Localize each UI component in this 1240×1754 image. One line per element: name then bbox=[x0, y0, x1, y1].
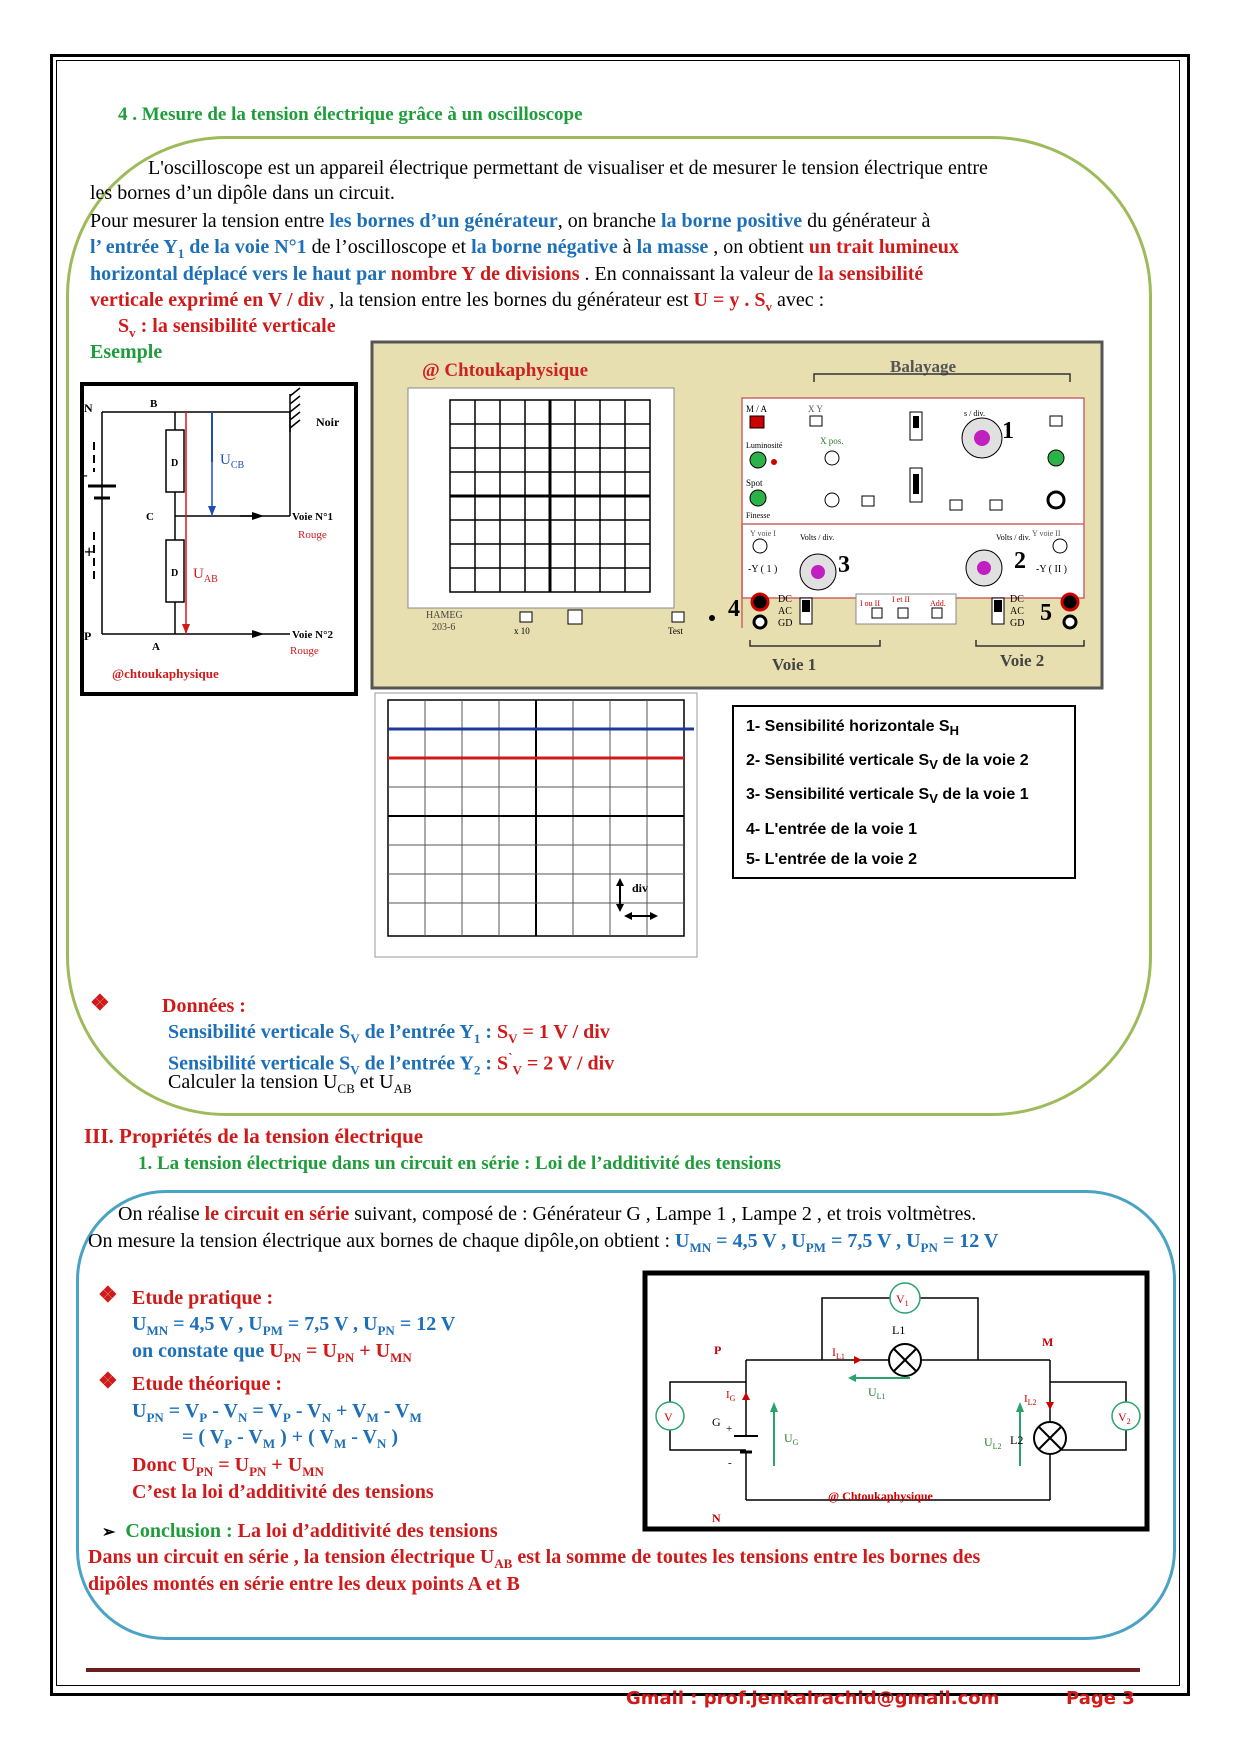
d1-label: D bbox=[171, 458, 179, 469]
v-label: V bbox=[664, 1410, 673, 1424]
osc-yvoie1: Y voie I bbox=[750, 529, 776, 538]
l2-label: L2 bbox=[1010, 1433, 1024, 1447]
footer-gmail: Gmail : prof.jenkalrachid@gmail.com bbox=[626, 1688, 1000, 1709]
noir-label: Noir bbox=[316, 415, 340, 429]
gen-plus: + bbox=[726, 1423, 733, 1435]
para-line-1: Pour mesurer la tension entre les bornes d’un générateur, on branche la borne positive du générateur à bbox=[90, 210, 931, 232]
donnees-line-3: Calculer la tension $U_{CB}$ et $U_{AB}$ bbox=[168, 1071, 412, 1096]
legend-item-2: 2- Sensibilité verticale $S_V$ de la voie 2 bbox=[746, 752, 1029, 773]
uab-label: $U_{AB}$ bbox=[193, 566, 218, 585]
g-label: G bbox=[712, 1415, 721, 1429]
node-n2: N bbox=[712, 1511, 721, 1525]
osc-spot: Spot bbox=[746, 478, 763, 488]
section4-heading: 4 . Mesure de la tension électrique grâce à un oscilloscope bbox=[118, 104, 583, 125]
section3-intro-2: On mesure la tension électrique aux bornes de chaque dipôle,on obtient : $U_{MN} = 4,5$ V , $U_{PM} = 7,5$ V , $U_{PN} = 12$ V bbox=[88, 1230, 999, 1255]
section3-intro-1: On réalise le circuit en série suivant, composé de : Générateur G , Lampe 1 , Lampe 2 , et trois voltmètres. bbox=[118, 1203, 977, 1225]
v2-label: $V_2$ bbox=[1118, 1410, 1131, 1426]
osc-num5: 5 bbox=[1040, 600, 1052, 626]
node-b: B bbox=[150, 398, 158, 410]
section3-heading: III. Propriétés de la tension électrique bbox=[84, 1124, 424, 1148]
legend-item-4: 4- L'entrée de la voie 1 bbox=[746, 820, 917, 838]
plus-sign: + bbox=[84, 542, 95, 562]
theorique-line-1: $U_{PN} = V_P - V_N = V_P - V_N + V_M - V_M$ bbox=[132, 1400, 422, 1425]
rouge1-label: Rouge bbox=[298, 529, 327, 541]
donnees-line-2: Sensibilité verticale $S_V$ de l’entrée $Y_2$ : $S^`_V = 2$ V / div bbox=[168, 1050, 615, 1078]
spot-knob bbox=[750, 490, 766, 506]
d2-label: D bbox=[171, 568, 179, 579]
osc-voltsdiv1: Volts / div. bbox=[800, 533, 835, 542]
ul2-label: $U_{L2}$ bbox=[984, 1435, 1002, 1451]
osc-ietii: I et II bbox=[892, 595, 910, 604]
node-n: N bbox=[84, 401, 93, 415]
il2-label: $I_{L2}$ bbox=[1024, 1393, 1037, 1407]
osc-num4: 4 bbox=[728, 596, 740, 622]
osc-yvoie2: Y voie II bbox=[1032, 529, 1061, 538]
osc-y2: -Y ( II ) bbox=[1036, 564, 1068, 575]
osc-test: Test bbox=[668, 626, 683, 636]
osc-iouii: I ou II bbox=[860, 599, 880, 608]
osc-num3: 3 bbox=[838, 552, 850, 578]
donnees-line-1: Sensibilité verticale $S_V$ de l’entrée $Y_1$ : $S_V = 1$ V / div bbox=[168, 1021, 610, 1046]
osc-brand: @ Chtoukaphysique bbox=[422, 360, 589, 381]
donc-line: Donc $U_{PN} = U_{PN} + U_{MN}$ bbox=[132, 1454, 324, 1479]
ul1-label: $U_{L1}$ bbox=[868, 1385, 886, 1401]
theorique-line-2: = ( $V_P - V_M$ ) + ( $V_M - V_N$ ) bbox=[182, 1426, 399, 1451]
node-p2: P bbox=[714, 1343, 722, 1357]
footer-rule bbox=[86, 1668, 1140, 1672]
pratique-title: Etude pratique : bbox=[132, 1287, 274, 1309]
circuit1-watermark: @chtoukaphysique bbox=[112, 666, 219, 681]
legend-item-3: 3- Sensibilité verticale $S_V$ de la voie 1 bbox=[746, 786, 1029, 807]
voie1-label: Voie N°1 bbox=[292, 511, 333, 523]
osc-ma: M / A bbox=[746, 404, 768, 414]
osc-gd1: GD bbox=[778, 618, 793, 629]
para-line-2: l’ entrée $Y_1$ de la voie N°1 de l’oscilloscope et la borne négative à la masse , on obtient un trait lumineux bbox=[90, 236, 959, 261]
node-c: C bbox=[146, 511, 154, 523]
luminosite-knob bbox=[750, 452, 766, 468]
final-line-1: Dans un circuit en série , la tension électrique $U_{AB}$ est la somme de toutes les tensions entre les bornes des bbox=[88, 1546, 981, 1571]
osc-screen-grid bbox=[450, 400, 650, 592]
oscilloscope-panel bbox=[370, 340, 1104, 692]
il1-label: $I_{L1}$ bbox=[832, 1345, 845, 1361]
theorique-title: Etude théorique : bbox=[132, 1373, 282, 1395]
osc-hameg: HAMEG bbox=[426, 610, 463, 621]
legend-item-1: 1- Sensibilité horizontale $S_H$ bbox=[746, 718, 959, 739]
para-line-4: verticale exprimé en V / div , la tension entre les bornes du générateur est U = y . $S_v$ avec : bbox=[90, 289, 825, 314]
osc-add: Add. bbox=[930, 599, 946, 608]
pratique-line-1: $U_{MN} = 4,5$ V , $U_{PM} = 7,5$ V , $U_{PN} = 12$ V bbox=[132, 1313, 456, 1338]
ug-label: $U_G$ bbox=[784, 1431, 799, 1447]
voltmeter-v1 bbox=[890, 1283, 920, 1313]
osc-balayage: Balayage bbox=[890, 357, 957, 376]
section3-subheading: 1. La tension électrique dans un circuit en série : Loi de l’additivité des tensions bbox=[138, 1153, 782, 1174]
osc-num1: 1 bbox=[1002, 418, 1014, 444]
voie2-label: Voie N°2 bbox=[292, 629, 333, 641]
div-label: div bbox=[632, 881, 649, 895]
ig-label: $I_G$ bbox=[726, 1389, 736, 1403]
osc-dc1: DC bbox=[778, 594, 792, 605]
l1-label: L1 bbox=[892, 1323, 906, 1337]
example-label: Esemple bbox=[90, 341, 163, 363]
final-line-2: dipôles montés en série entre les deux points A et B bbox=[88, 1573, 520, 1595]
pratique-line-2: on constate que $U_{PN} = U_{PN} + U_{MN}$ bbox=[132, 1340, 412, 1365]
scope-screen bbox=[374, 692, 698, 958]
conclusion-line: ➢ Conclusion : La loi d’additivité des tensions bbox=[102, 1520, 498, 1542]
donnees-title: Données : bbox=[162, 995, 246, 1017]
conclusion-arrow: ➢ bbox=[102, 1524, 116, 1541]
osc-x10: x 10 bbox=[514, 626, 530, 636]
osc-voie2: Voie 2 bbox=[1000, 651, 1045, 670]
intro-line-2: les bornes d’un dipôle dans un circuit. bbox=[90, 182, 395, 204]
oscilloscope-legend bbox=[732, 705, 1076, 879]
osc-num2: 2 bbox=[1014, 548, 1026, 574]
ucb-label: $U_{CB}$ bbox=[220, 452, 245, 471]
rouge2-label: Rouge bbox=[290, 645, 319, 657]
circuit-diagram-1 bbox=[80, 382, 358, 696]
gen-minus: - bbox=[728, 1457, 732, 1469]
donnees-bullet: ❖ bbox=[90, 990, 110, 1015]
node-m2: M bbox=[1042, 1335, 1054, 1349]
osc-y1: -Y ( 1 ) bbox=[748, 564, 778, 575]
para-line-3: horizontal déplacé vers le haut par nombre Y de divisions . En connaissant la valeur de la sensibilité bbox=[90, 263, 924, 285]
minus-sign: - bbox=[83, 468, 88, 483]
node-a: A bbox=[152, 641, 160, 653]
v1-label: $V_1$ bbox=[896, 1292, 909, 1308]
osc-xy: X Y bbox=[808, 404, 823, 414]
pratique-bullet: ❖ bbox=[98, 1282, 118, 1307]
osc-gd2: GD bbox=[1010, 618, 1025, 629]
circuit2-watermark: @ Chtoukaphysique bbox=[828, 1489, 933, 1503]
osc-dc2: DC bbox=[1010, 594, 1024, 605]
osc-xpos: X pos. bbox=[820, 436, 844, 446]
loi-line: C’est la loi d’additivité des tensions bbox=[132, 1481, 434, 1503]
osc-finesse: Finesse bbox=[746, 511, 770, 520]
theorique-bullet: ❖ bbox=[98, 1368, 118, 1393]
node-p: P bbox=[84, 629, 92, 643]
voie2-input bbox=[1062, 594, 1078, 610]
legend-item-5: 5- L'entrée de la voie 2 bbox=[746, 850, 917, 868]
circuit-diagram-2 bbox=[642, 1270, 1150, 1532]
osc-voltsdiv2: Volts / div. bbox=[996, 533, 1031, 542]
osc-luminosite: Luminosité bbox=[746, 441, 783, 450]
ma-button bbox=[750, 416, 764, 428]
osc-ac1: AC bbox=[778, 606, 792, 617]
osc-sdiv: s / div. bbox=[964, 409, 986, 418]
voie1-input bbox=[752, 594, 768, 610]
sv-definition: $S_v$ : la sensibilité verticale bbox=[118, 315, 336, 340]
osc-ac2: AC bbox=[1010, 606, 1024, 617]
footer-page-number: Page 3 bbox=[1066, 1688, 1135, 1709]
osc-model: 203-6 bbox=[432, 622, 456, 633]
osc-voie1: Voie 1 bbox=[772, 655, 817, 674]
intro-line-1: L'oscilloscope est un appareil électrique permettant de visualiser et de mesurer le tension électrique entre bbox=[148, 157, 988, 179]
